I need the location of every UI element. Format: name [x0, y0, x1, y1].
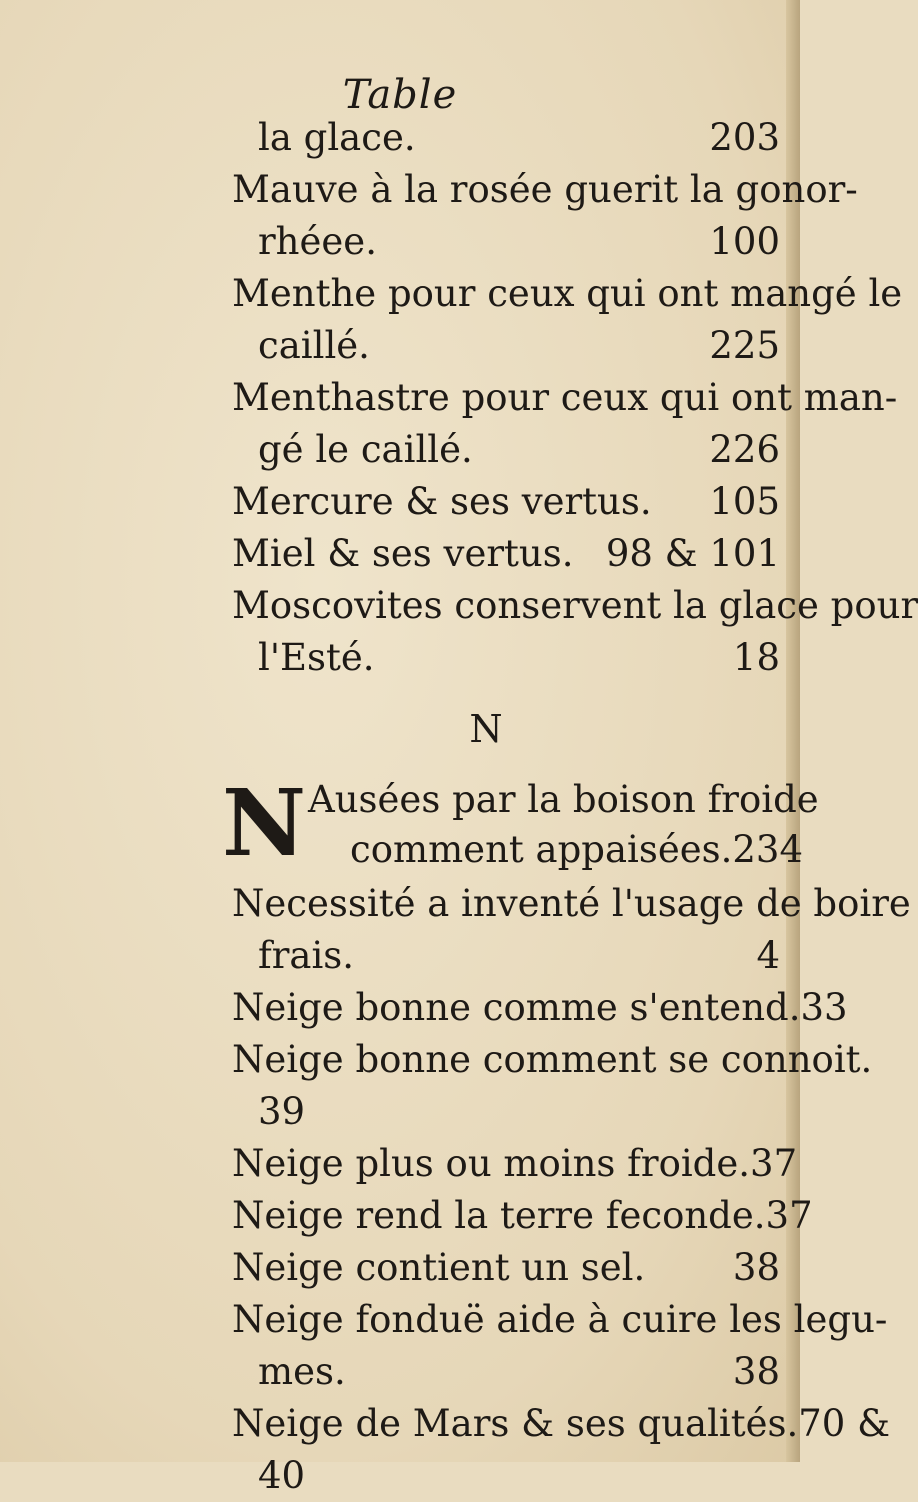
entry-text: Neige de Mars & ses qualités.70 &: [232, 1402, 891, 1445]
entry-text: Menthe pour ceux qui ont mangé le: [232, 272, 903, 315]
index-line: [222, 372, 898, 424]
entry-text: 39: [258, 1090, 306, 1133]
entry-page-number: 37: [750, 1142, 798, 1185]
index-line: [222, 1138, 798, 1190]
entry-text: Moscovites conservent la glace pour: [232, 584, 918, 627]
entry-page-number: 38: [732, 1350, 780, 1393]
index-line: [222, 930, 790, 982]
index-line: [222, 1346, 790, 1398]
index-line: [222, 1034, 873, 1086]
entry-text: frais.: [258, 934, 355, 977]
entry-text: Mercure & ses vertus.: [232, 480, 652, 523]
drop-cap-initial: N: [222, 769, 307, 877]
running-header: Table: [342, 72, 458, 118]
entries-group-m: [222, 112, 918, 684]
entry-text: Neige rend la terre feconde.: [232, 1194, 766, 1237]
entry-page-number: 234: [732, 828, 804, 871]
entry-page-number: 105: [709, 480, 780, 523]
entry-text: l'Esté.: [258, 636, 375, 679]
entry-page-number: 18: [732, 636, 780, 679]
index-line: [222, 1242, 790, 1294]
entry-text: Ausées par la boison froide: [308, 778, 819, 821]
entry-text: la glace.: [258, 116, 416, 159]
entry-page-number: 225: [709, 324, 780, 367]
entry-text: Necessité a inventé l'usage de boire: [232, 882, 911, 925]
entry-page-number: 38: [732, 1246, 780, 1289]
index-line: [222, 1398, 891, 1450]
entry-text: Neige plus ou moins froide.: [232, 1142, 751, 1185]
index-line: [222, 112, 790, 164]
index-line: [222, 164, 858, 216]
dropcap-line-1: [308, 774, 819, 826]
index-line: [222, 1294, 888, 1346]
index-line: [222, 476, 790, 528]
entry-text: gé le caillé.: [258, 428, 473, 471]
entry-text: Miel & ses vertus.: [232, 532, 574, 575]
entry-page-number: 203: [709, 116, 780, 159]
entry-text: mes.: [258, 1350, 346, 1393]
section-letter: N: [469, 707, 503, 751]
entries-group-n: [222, 878, 911, 1502]
entry-page-number: 98 & 101: [605, 532, 780, 575]
entry-text: Neige bonne comment se connoit.: [232, 1038, 873, 1081]
entry-text: Mauve à la rosée guerit la gonor-: [232, 168, 858, 211]
entry-page-number: 4: [756, 934, 780, 977]
index-line: [222, 1190, 813, 1242]
entry-text: Neige fonduë aide à cuire les legu-: [232, 1298, 888, 1341]
index-line: [222, 1450, 790, 1502]
index-line: [222, 1086, 790, 1138]
entry-text: 40: [258, 1454, 306, 1497]
index-entries: [222, 112, 918, 1502]
entry-page-number: 33: [800, 986, 848, 1029]
index-line: [222, 982, 848, 1034]
entry-text: caillé.: [258, 324, 370, 367]
index-line: [222, 424, 790, 476]
dropcap-entry: [222, 769, 819, 878]
entry-page-number: 100: [709, 220, 780, 263]
entry-text: Menthastre pour ceux qui ont man-: [232, 376, 898, 419]
index-line: [222, 528, 790, 580]
entry-page-number: 226: [709, 428, 780, 471]
entry-page-number: 37: [765, 1194, 813, 1237]
index-line: [222, 632, 790, 684]
index-line: [222, 580, 918, 632]
index-line: [222, 268, 903, 320]
entry-text: rhéee.: [258, 220, 377, 263]
dropcap-line-2: [350, 824, 804, 876]
entry-text: Neige contient un sel.: [232, 1246, 646, 1289]
index-line: [222, 216, 790, 268]
index-line: [222, 878, 911, 930]
entry-text: Neige bonne comme s'entend.: [232, 986, 801, 1029]
index-line: [222, 320, 790, 372]
entry-text: comment appaisées.: [350, 828, 733, 871]
